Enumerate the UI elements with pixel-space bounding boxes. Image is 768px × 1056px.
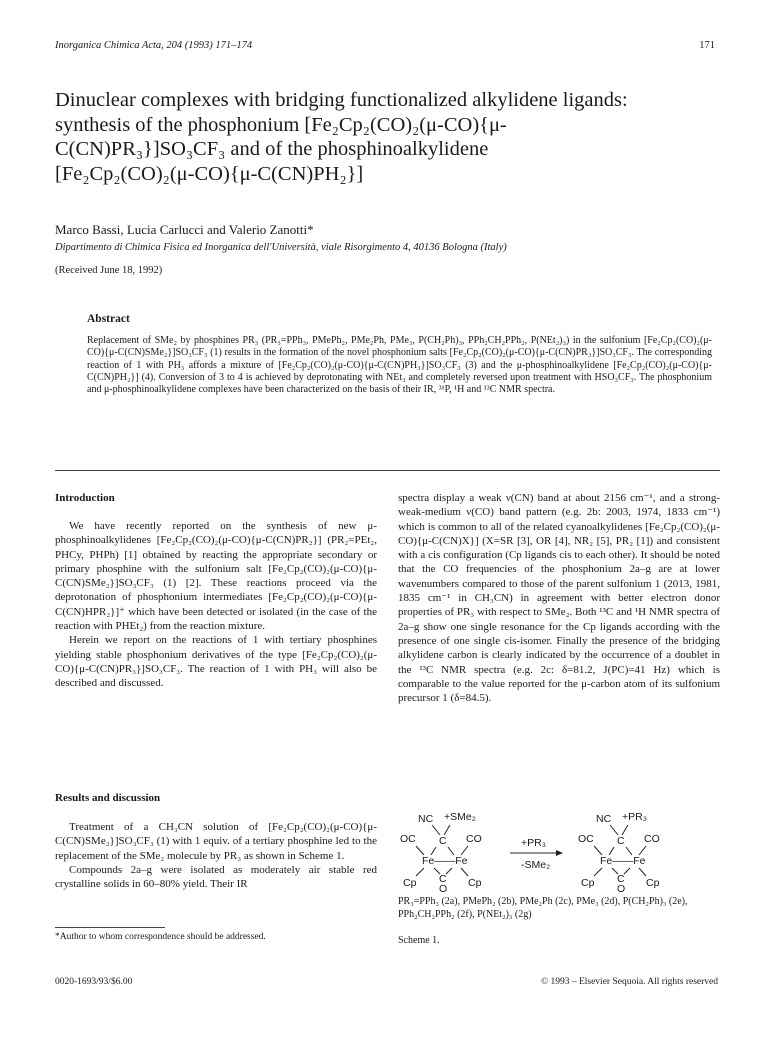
right-o-bottom: O	[617, 883, 626, 893]
arrow-bottom-label: -SMe₂	[521, 859, 551, 871]
title-line-2: synthesis of the phosphonium [Fe₂Cp₂(CO)₂(μ-CO){μ-	[55, 113, 507, 136]
right-nc: NC	[596, 813, 612, 825]
article-title	[55, 88, 720, 186]
scheme-label: Scheme 1.	[398, 935, 440, 946]
title-line-1: Dinuclear complexes with bridging functionalized alkylidene ligands:	[55, 89, 628, 111]
right-co: CO	[644, 833, 660, 845]
right-cp-right: Cp	[646, 877, 660, 889]
right-cp-left: Cp	[581, 877, 595, 889]
results-paragraph-2: Compounds 2a–g were isolated as moderately air stable red crystalline solids in 60–80% yield. Their IR	[55, 863, 377, 891]
intro-paragraph-2: Herein we report on the reactions of 1 with tertiary phosphines yielding stable phosphonium derivatives of the type [Fe₂Cp₂(CO)₂(μ-CO){μ-C(CN)PR₃}]SO₃CF₃. The reaction of 1 with PH₃ will also be described and discussed.	[55, 634, 377, 690]
received-date: (Received June 18, 1992)	[55, 265, 163, 276]
authors: Marco Bassi, Lucia Carlucci and Valerio Zanotti*	[55, 222, 314, 237]
affiliation: Dipartimento di Chimica Fisica ed Inorganica dell'Università, viale Risorgimento 4, 40136 Bologna (Italy)	[55, 242, 507, 253]
left-fe-fe: Fe——Fe	[422, 855, 468, 867]
left-cp-left: Cp	[403, 877, 417, 889]
title-line-3: C(CN)PR₃}]SO₃CF₃ and of the phosphinoalkylidene	[55, 138, 489, 160]
left-co: CO	[466, 833, 482, 845]
footnote-divider	[55, 927, 165, 928]
right-fe-fe: Fe——Fe	[600, 855, 646, 867]
results-body	[55, 820, 377, 891]
abstract-heading: Abstract	[87, 313, 130, 325]
arrow-top-label: +PR₃	[521, 837, 546, 849]
left-o-bottom: O	[439, 883, 448, 893]
right-oc: OC	[578, 833, 594, 845]
footer-copyright: © 1993 – Elsevier Sequoia. All rights reserved	[540, 977, 718, 987]
intro-paragraph-1: We have recently reported on the synthesis of new μ-phosphinoalkylidenes [Fe₂Cp₂(CO)₂(μ-CO){μ-C(CN)PR₂}] (PR₂=PEt₂, PHCy, PHPh) [1] obtained by reacting the appropriate secondary or primary phosphine with the sulfonium salt [Fe₂Cp₂(CO)₂(μ-CO){μ-C(CN)SMe₂}]SO₃CF₃ (1) [2]. These reactions proceed via the deprotonation of phosphonium intermediates [Fe₂Cp₂(CO)₂(μ-CO){μ-C(CN)HPR₂}]⁺ which have been detected or isolated (in the case of the reaction with PHEt₂) from the reaction mixture.	[55, 520, 377, 633]
footer-code: 0020-1693/93/$6.00	[55, 977, 133, 987]
scheme-right-structure	[578, 811, 660, 893]
right-c-bottom: C	[617, 873, 625, 885]
scheme-left-structure	[400, 811, 482, 893]
page-number: 171	[699, 40, 715, 51]
left-nc: NC	[418, 813, 434, 825]
abstract-divider	[55, 470, 720, 471]
title-line-4: [Fe₂Cp₂(CO)₂(μ-CO){μ-C(CN)PH₂}]	[55, 162, 364, 185]
reaction-arrow	[510, 837, 563, 871]
left-oc: OC	[400, 833, 416, 845]
left-plus-group: +SMe₂	[444, 811, 476, 823]
footnote: *Author to whom correspondence should be addressed.	[55, 932, 266, 942]
right-plus-group: +PR₃	[622, 811, 647, 823]
scheme-1-diagram	[398, 808, 720, 893]
left-cp-right: Cp	[468, 877, 482, 889]
left-c-mid: C	[439, 835, 447, 847]
scheme-legend: PR₃=PPh₃ (2a), PMePh₂ (2b), PMe₂Ph (2c), PMe₃ (2d), P(CH₂Ph)₃ (2e), PPh₂CH₂PPh₂ (2f), P(NEt₂)₃ (2g)	[398, 896, 688, 920]
right-paragraph-1: spectra display a weak ν(CN) band at about 2156 cm⁻¹, and a strong-weak-medium ν(CO) band pattern (e.g. 2b: 2003, 1974, 1833 cm⁻¹) which is common to all of the related cyanoalkylidenes [Fe₂Cp₂(CO)₂(μ-CO){μ-C(CN)X}] (X=SR [3], OR [4], NR₂ [5], PR₂ [1]) and consistent with a cis configuration (Cp ligands cis to each other). It should be noted that the CO frequencies of the phosphonium 2a–g are at lower wavenumbers compared to those of the parent sulfonium 1 (2013, 1981, 1835 cm⁻¹ in CH₃CN) in agreement with better electron donor properties of PR₃ with respect to SMe₂. Both ¹³C and ¹H NMR spectra of 2a–g show one single resonance for the Cp ligands according with the presence of one single cis-isomer. Finally the presence of the bridging alkylidene carbon is clearly indicated by the occurrence of a doublet in the ¹³C NMR spectra (e.g. 2c: δ=81.2, J(PC)=41 Hz) which is comparable to the value reported for the μ-carbon atom of its sulfonium precursor 1 (δ=84.5).	[398, 492, 720, 705]
abstract-text: Replacement of SMe₂ by phosphines PR₃ (PR₃=PPh₃, PMePh₂, PMe₂Ph, PMe₃, P(CH₂Ph)₃, PPh₂CH₂PPh₂, P(NEt₂)₃) in the sulfonium [Fe₂Cp₂(CO)₂(μ-CO){μ-C(CN)SMe₂}]SO₃CF₃ (1) results in the formation of the novel phosphonium salts [Fe₂Cp₂(CO)₂(μ-CO){μ-C(CN)PR₃}]SO₃CF₃. The corresponding reaction of 1 with PH₃ affords a mixture of [Fe₂Cp₂(CO)₂(μ-CO){μ-C(CN)PH₃}]SO₃CF₃ (3) and the μ-phosphinoalkylidene [Fe₂Cp₂(CO)₂(μ-CO){μ-C(CN)PH₂}] (4). Conversion of 3 to 4 is achieved by deprotonating with NEt₃ and completely reversed upon treatment with HSO₃CF₃. The phosphonium and μ-phosphinoalkylidene complexes have been characterized on the basis of their IR, ³¹P, ¹H and ¹³C NMR spectra.	[87, 335, 712, 396]
introduction-heading: Introduction	[55, 492, 115, 504]
right-column-body	[398, 491, 720, 705]
introduction-body	[55, 519, 377, 691]
left-c-bottom: C	[439, 873, 447, 885]
results-heading: Results and discussion	[55, 792, 161, 804]
journal-citation: Inorganica Chimica Acta, 204 (1993) 171–174	[55, 40, 253, 51]
results-paragraph-1: Treatment of a CH₃CN solution of [Fe₂Cp₂(CO)₂(μ-CO){μ-C(CN)SMe₂}]SO₃CF₃ (1) with 1 equiv. of a tertiary phosphine led to the replacement of the SMe₂ molecule by PR₃ as shown in Scheme 1.	[55, 821, 377, 862]
right-c-mid: C	[617, 835, 625, 847]
